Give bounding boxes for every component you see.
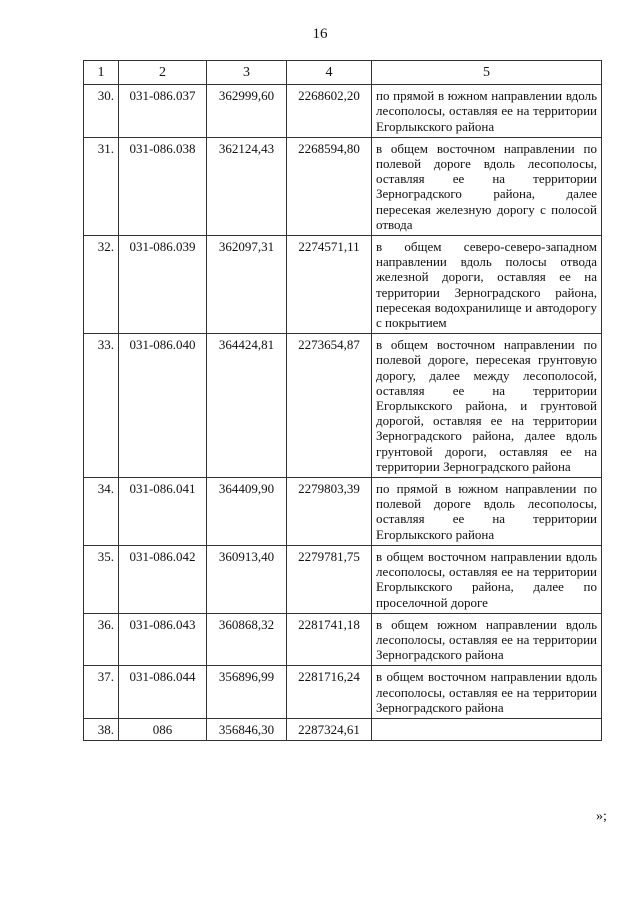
x-coordinate: 364409,90 (207, 478, 287, 546)
point-number: 30. (84, 85, 119, 138)
table-row (84, 478, 602, 546)
y-coordinate: 2287324,61 (287, 718, 372, 740)
boundary-description: в общем восточном направлении по полевой дороге, пересекая грунтовую дорогу, далее между лесополосой, оставляя ее на территории Егорлыкского района, и грунтовой дорогой, оставляя ее на территории Зерноградского района, далее вдоль грунтовой дороги, оставляя ее на территории Зерноградского района (372, 334, 602, 478)
boundary-description: в общем южном направлении вдоль лесополосы, оставляя ее на территории Зерноградского района (372, 613, 602, 666)
header-col-4: 4 (287, 61, 372, 85)
y-coordinate: 2268602,20 (287, 85, 372, 138)
point-number: 37. (84, 666, 119, 719)
x-coordinate: 362999,60 (207, 85, 287, 138)
point-code: 031-086.037 (119, 85, 207, 138)
boundary-description (372, 718, 602, 740)
table-row (84, 85, 602, 138)
point-number: 36. (84, 613, 119, 666)
y-coordinate: 2281716,24 (287, 666, 372, 719)
header-col-1: 1 (84, 61, 119, 85)
table-row (84, 545, 602, 613)
point-number: 33. (84, 334, 119, 478)
boundary-description: в общем восточном направлении по полевой дороге вдоль лесополосы, оставляя ее на территории Зерноградского района, далее пересекая железную дорогу с полосой отвода (372, 137, 602, 235)
x-coordinate: 356846,30 (207, 718, 287, 740)
header-col-5: 5 (372, 61, 602, 85)
x-coordinate: 360913,40 (207, 545, 287, 613)
page-number: 16 (312, 26, 328, 42)
boundary-description: в общем восточном направлении вдоль лесополосы, оставляя ее на территории Зерноградского района (372, 666, 602, 719)
boundary-coordinates-table (83, 60, 602, 741)
y-coordinate: 2279781,75 (287, 545, 372, 613)
y-coordinate: 2274571,11 (287, 236, 372, 334)
table-row (84, 666, 602, 719)
table-header-row (84, 61, 602, 85)
x-coordinate: 362124,43 (207, 137, 287, 235)
point-code: 086 (119, 718, 207, 740)
point-code: 031-086.038 (119, 137, 207, 235)
boundary-description: по прямой в южном направлении вдоль лесополосы, оставляя ее на территории Егорлыкского района (372, 85, 602, 138)
x-coordinate: 356896,99 (207, 666, 287, 719)
boundary-description: в общем восточном направлении вдоль лесополосы, оставляя ее на территории Егорлыкского района, далее по проселочной дороге (372, 545, 602, 613)
point-number: 31. (84, 137, 119, 235)
point-number: 35. (84, 545, 119, 613)
point-code: 031-086.042 (119, 545, 207, 613)
closing-quote-mark: »; (596, 809, 607, 824)
table-row (84, 613, 602, 666)
x-coordinate: 362097,31 (207, 236, 287, 334)
table-row (84, 718, 602, 740)
y-coordinate: 2268594,80 (287, 137, 372, 235)
table-row (84, 236, 602, 334)
boundary-description: в общем северо-северо-западном направлении вдоль полосы отвода железной дороги, оставляя ее на территории Зерноградского района, пересекая водохранилище и автодорогу с покрытием (372, 236, 602, 334)
x-coordinate: 360868,32 (207, 613, 287, 666)
y-coordinate: 2281741,18 (287, 613, 372, 666)
header-col-2: 2 (119, 61, 207, 85)
point-code: 031-086.039 (119, 236, 207, 334)
point-code: 031-086.041 (119, 478, 207, 546)
point-number: 38. (84, 718, 119, 740)
table-row (84, 137, 602, 235)
x-coordinate: 364424,81 (207, 334, 287, 478)
header-col-3: 3 (207, 61, 287, 85)
point-code: 031-086.044 (119, 666, 207, 719)
boundary-description: по прямой в южном направлении по полевой дороге вдоль лесополосы, оставляя ее на территории Егорлыкского района (372, 478, 602, 546)
point-number: 34. (84, 478, 119, 546)
y-coordinate: 2273654,87 (287, 334, 372, 478)
point-code: 031-086.040 (119, 334, 207, 478)
y-coordinate: 2279803,39 (287, 478, 372, 546)
point-code: 031-086.043 (119, 613, 207, 666)
table-row (84, 334, 602, 478)
point-number: 32. (84, 236, 119, 334)
